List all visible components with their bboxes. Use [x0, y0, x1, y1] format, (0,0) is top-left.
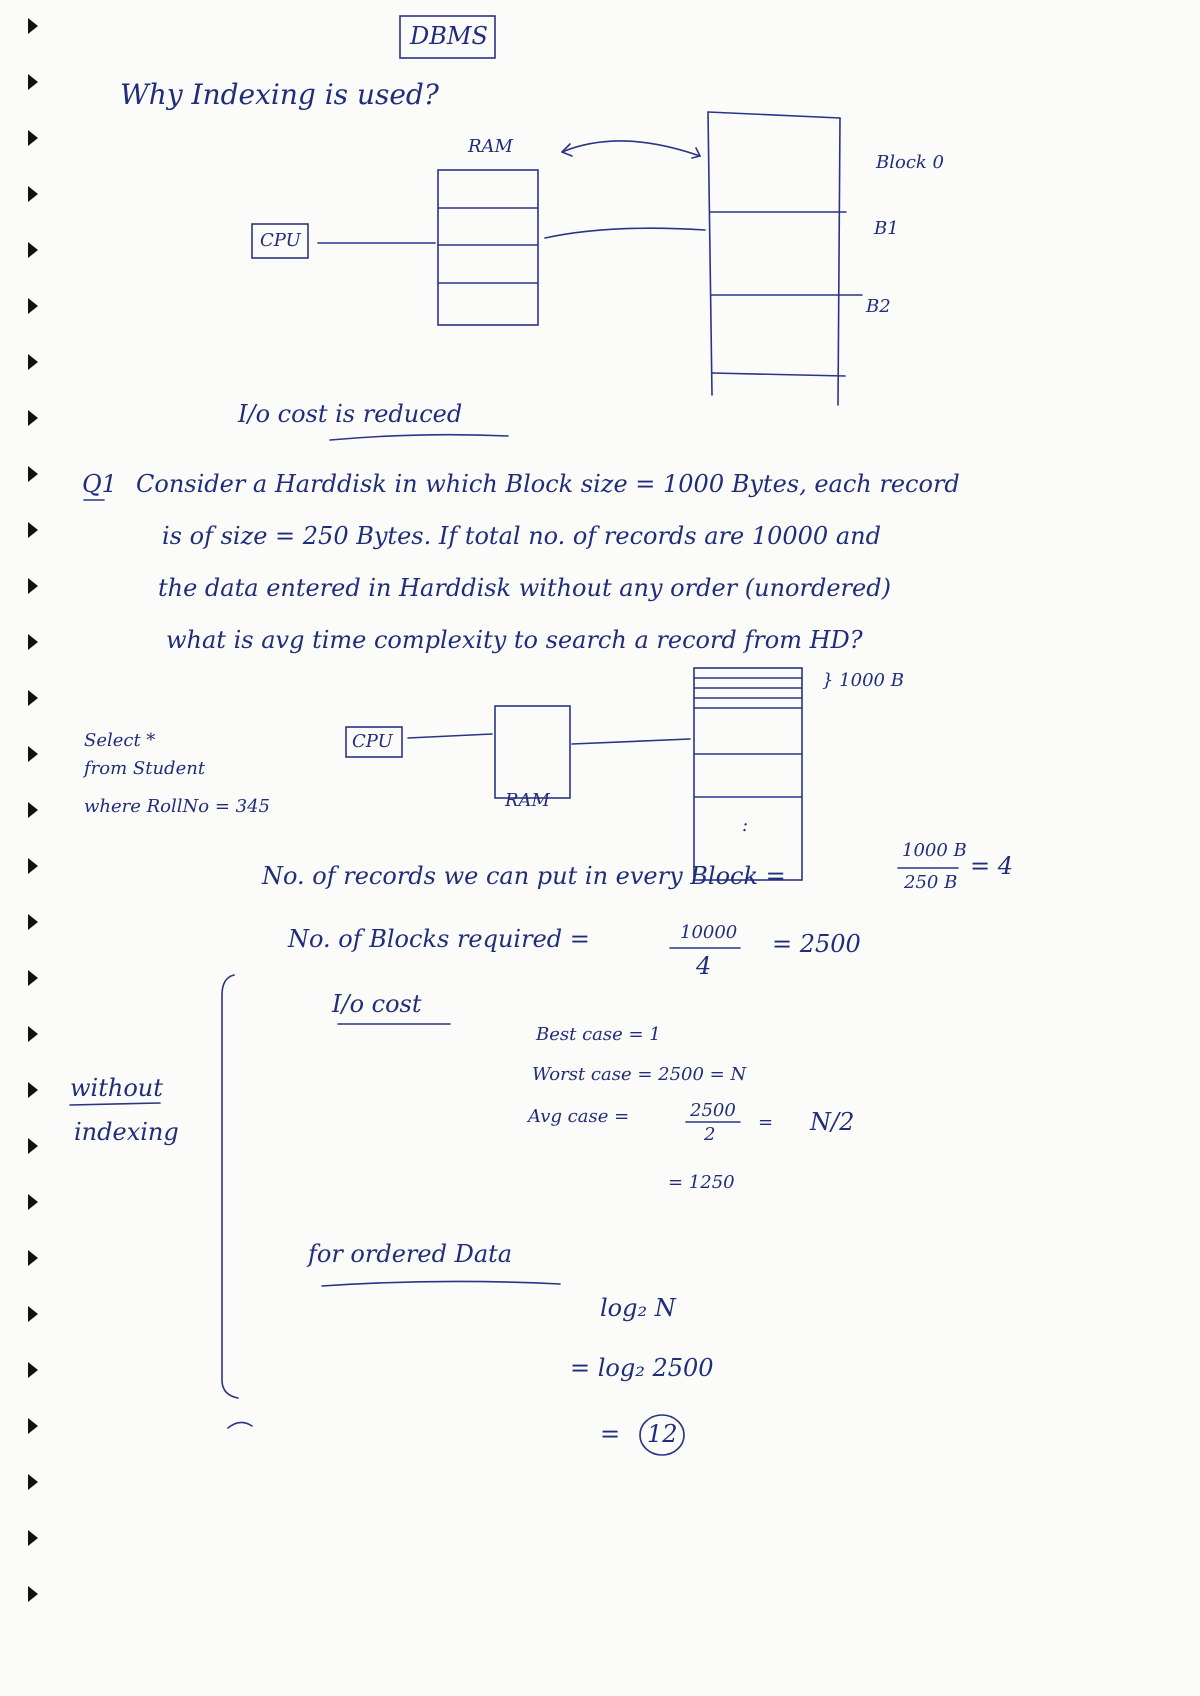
- q1-line-2: is of size = 250 Bytes. If total no. of records are 10000 and: [162, 522, 881, 550]
- avg-equals: =: [758, 1112, 774, 1133]
- io-cost-reduced: I/o cost is reduced: [238, 400, 463, 428]
- best-case: Best case = 1: [536, 1024, 661, 1045]
- question-heading: Why Indexing is used?: [120, 78, 439, 111]
- sql-line-3: where RollNo = 345: [84, 796, 271, 817]
- rpb-result: = 4: [970, 852, 1014, 880]
- avg-numerator: 2500: [690, 1100, 736, 1121]
- io-cost-label: I/o cost: [332, 990, 422, 1018]
- side-note-without: without: [70, 1074, 163, 1102]
- block-label-0: Block 0: [876, 152, 944, 173]
- avg-denominator: 2: [704, 1124, 716, 1145]
- blocks-required: No. of Blocks required =: [288, 925, 590, 953]
- ram-disk-link: [545, 228, 705, 238]
- records-per-block: No. of records we can put in every Block =: [262, 862, 786, 890]
- side-note-indexing: indexing: [74, 1118, 179, 1146]
- br-denominator: 4: [696, 952, 712, 980]
- ram-box-q1: [495, 706, 570, 798]
- bracket: [222, 975, 238, 1398]
- avg-case-prefix: Avg case =: [528, 1106, 630, 1127]
- sql-line-1: Select *: [84, 730, 156, 751]
- subject-title: DBMS: [410, 22, 488, 50]
- ordered-data-label: for ordered Data: [308, 1240, 513, 1268]
- cpu-label: CPU: [260, 230, 301, 251]
- log-line-2: = log₂ 2500: [570, 1354, 714, 1382]
- q1-line-4: what is avg time complexity to search a record from HD?: [166, 626, 863, 654]
- q1-line-1: Consider a Harddisk in which Block size = 1000 Bytes, each record: [136, 470, 960, 498]
- log-result: 12: [647, 1420, 678, 1448]
- br-result: = 2500: [772, 930, 861, 958]
- block-label-2: B2: [866, 296, 891, 317]
- log-line-1: log₂ N: [600, 1294, 676, 1322]
- ram-stack-diagram: [438, 170, 538, 325]
- underline-io-reduced: [330, 435, 508, 440]
- cpu-label-q1: CPU: [352, 731, 393, 752]
- rpb-numerator: 1000 B: [902, 840, 967, 861]
- br-numerator: 10000: [680, 922, 738, 943]
- sql-line-2: from Student: [84, 758, 206, 779]
- block-label-1: B1: [874, 218, 899, 239]
- log-result-prefix: =: [600, 1420, 621, 1448]
- q1-number: Q1: [82, 470, 117, 498]
- ram-label: RAM: [468, 136, 513, 157]
- block-size-note: } 1000 B: [822, 670, 904, 691]
- harddisk-blocks-diagram: [708, 112, 862, 405]
- avg-result: = 1250: [668, 1172, 735, 1193]
- q1-line-3: the data entered in Harddisk without any order (unordered): [158, 574, 891, 602]
- avg-n-over-2: N/2: [810, 1108, 855, 1136]
- worst-case: Worst case = 2500 = N: [532, 1064, 747, 1085]
- ram-label-q1: RAM: [505, 790, 550, 811]
- disk-dots: :: [742, 815, 749, 836]
- rpb-denominator: 250 B: [904, 872, 958, 893]
- transfer-arrow: [562, 141, 700, 156]
- harddisk-q1-diagram: [694, 668, 802, 880]
